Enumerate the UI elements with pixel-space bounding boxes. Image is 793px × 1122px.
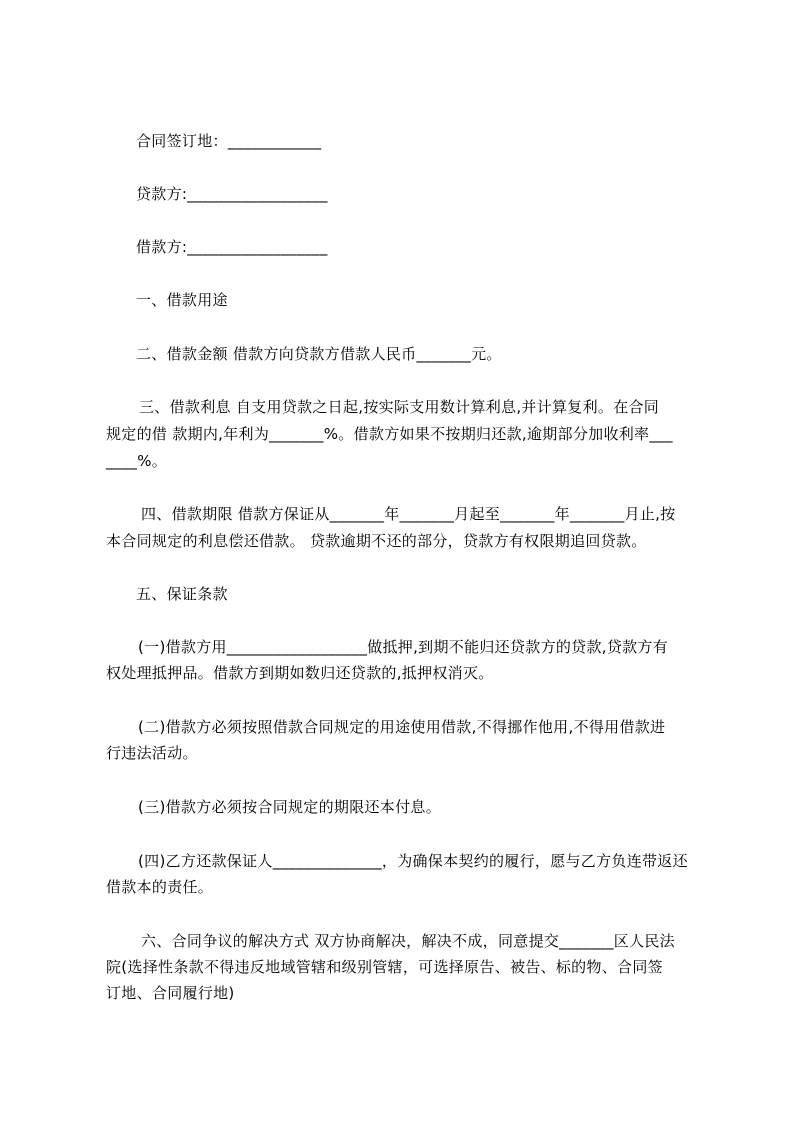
borrower-line: 借款方:__________________ [136, 238, 328, 256]
section-2-paragraph: 二、借款金额 借款方向贷款方借款人民币_______元。 [136, 345, 502, 363]
signing-place-line: 合同签订地：____________ [136, 132, 322, 150]
lender-line: 贷款方:__________________ [136, 185, 328, 203]
section-6-paragraph-line-1: 六、合同争议的解决方式 双方协商解决，解决不成，同意提交_______区人民法 [141, 932, 675, 950]
section-3-paragraph-line-2: 规定的借 款期内,年利为_______%。借款方如果不按期归还款,逾期部分加收利率___ [106, 425, 673, 443]
section-6-paragraph-line-2: 院(选择性条款不得违反地域管辖和级别管辖，可选择原告、被告、标的物、合同签 [106, 958, 663, 976]
section-6-paragraph-line-3: 订地、合同履行地) [106, 984, 235, 1002]
section-5-heading: 五、保证条款 [136, 585, 228, 603]
section-4-paragraph-line-1: 四、借款期限 借款方保证从_______年_______月起至_______年_______月止,按 [141, 505, 676, 523]
clause-5-2-line-2: 行违法活动。 [106, 744, 198, 762]
clause-5-4-line-1: (四)乙方还款保证人______________，为确保本契约的履行，愿与乙方负连带返还 [138, 852, 688, 870]
section-3-paragraph-line-1: 三、借款利息 自支用贷款之日起,按实际支用数计算利息,并计算复利。在合同 [139, 398, 660, 416]
clause-5-3-line: (三)借款方必须按合同规定的期限还本付息。 [138, 798, 442, 816]
section-3-paragraph-line-3: ____%。 [106, 452, 168, 470]
section-1-heading: 一、借款用途 [136, 291, 228, 309]
section-4-paragraph-line-2: 本合同规定的利息偿还借款。 贷款逾期不还的部分，贷款方有权限期追回贷款。 [106, 532, 647, 550]
clause-5-1-line-1: (一)借款方用__________________做抵押,到期不能归还贷款方的贷款,贷款方有 [138, 638, 669, 656]
clause-5-2-line-1: (二)借款方必须按照借款合同规定的用途使用借款,不得挪作他用,不得用借款进 [138, 718, 666, 736]
clause-5-1-line-2: 权处理抵押品。借款方到期如数归还贷款的,抵押权消灭。 [106, 664, 494, 682]
clause-5-4-line-2: 借款本的责任。 [106, 878, 214, 896]
